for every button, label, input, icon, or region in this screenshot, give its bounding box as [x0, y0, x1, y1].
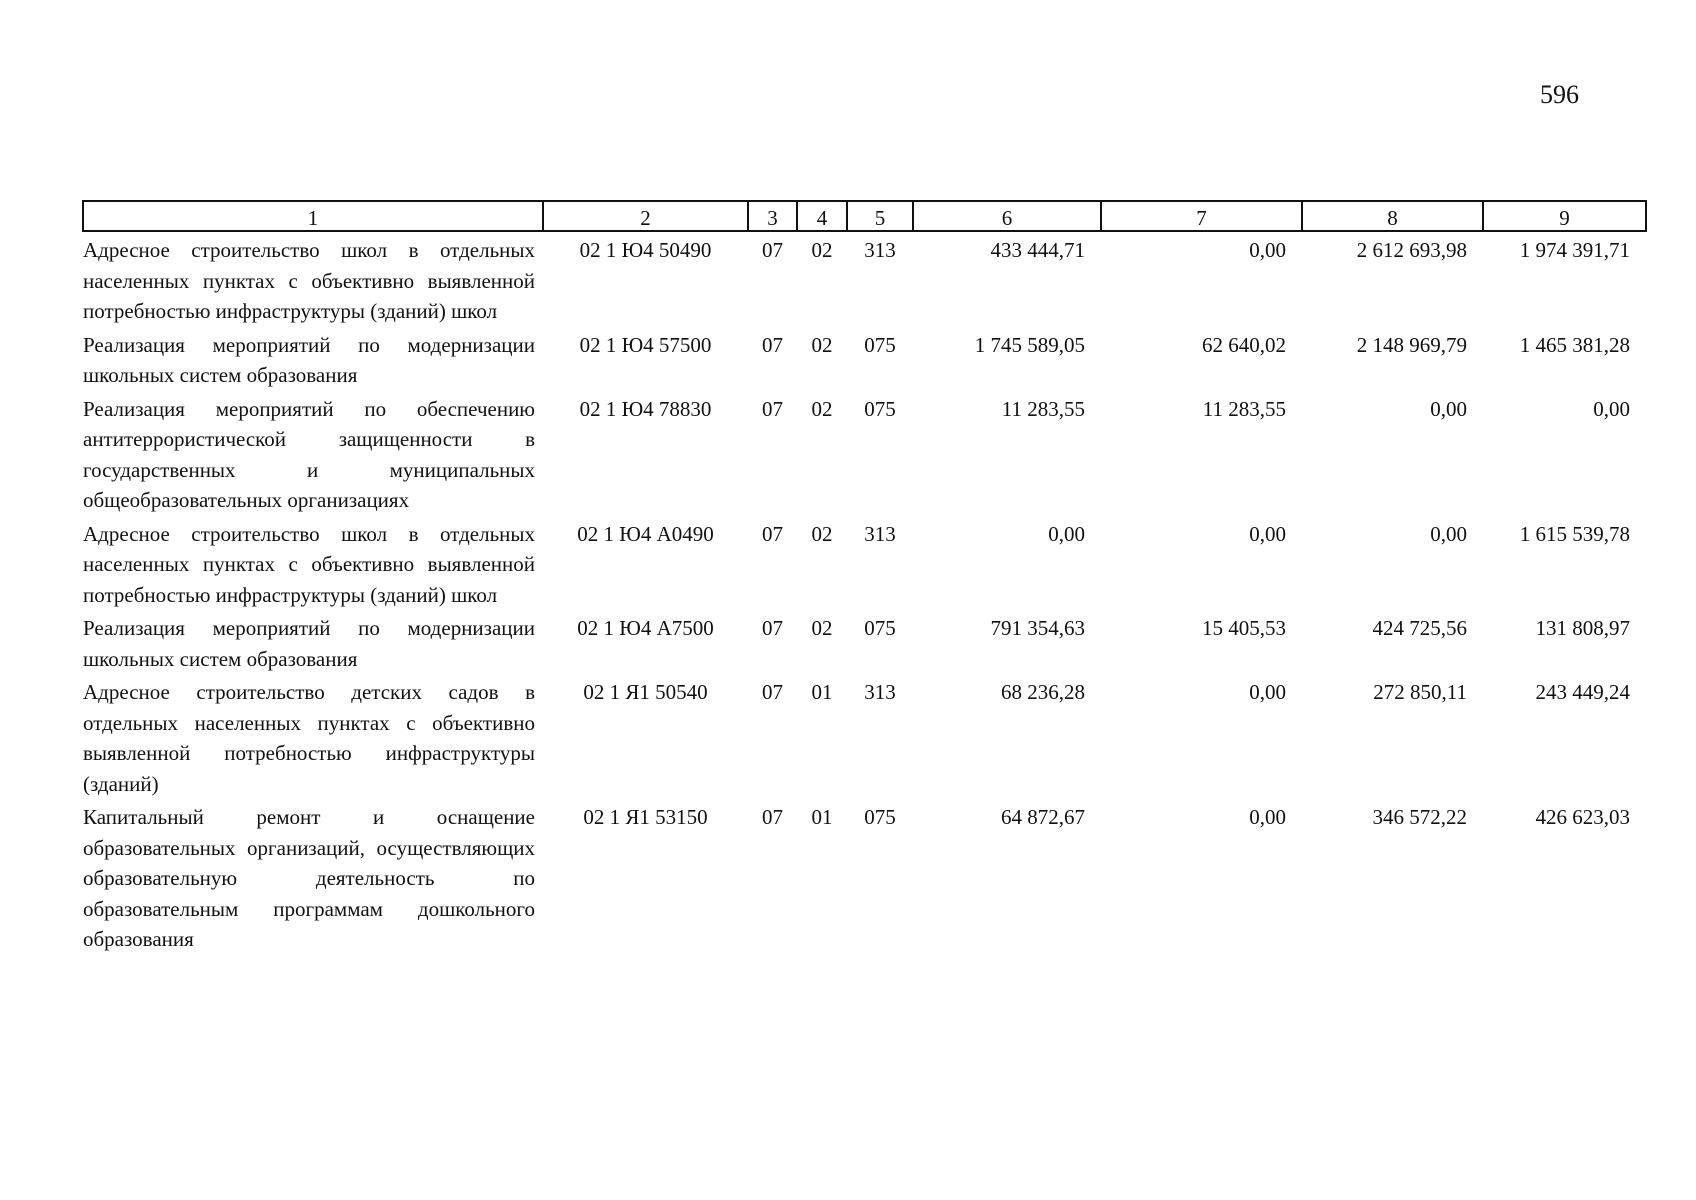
row-col-6: 0,00 [1048, 521, 1085, 546]
row-code: 02 1 Ю4 78830 [579, 396, 712, 421]
header-col-4: 4 [797, 201, 847, 231]
row-col-9: 0,00 [1593, 396, 1630, 421]
row-name: Реализация мероприятий по модернизации школьных систем образования [83, 332, 535, 387]
row-col-8: 2 612 693,98 [1356, 238, 1467, 262]
table-row [83, 610, 1646, 674]
table-body [83, 231, 1646, 955]
row-name: Реализация мероприятий по модернизации школьных систем образования [83, 616, 535, 671]
row-name: Адресное строительство школ в отдельных населенных пунктах с объективно выявленной потребностью инфраструктуры (зданий) школ [83, 521, 535, 607]
row-col-7: 15 405,53 [1202, 616, 1286, 640]
row-col-9: 1 615 539,78 [1519, 521, 1630, 546]
row-col-4: 02 [811, 238, 833, 262]
row-name: Адресное строительство школ в отдельных населенных пунктах с объективно выявленной потребностью инфраструктуры (зданий) школ [83, 238, 535, 323]
row-col-6: 1 745 589,05 [974, 332, 1085, 357]
row-name: Адресное строительство детских садов в отдельных населенных пунктах с объективно выявленной потребностью инфраструктуры (зданий) [83, 680, 535, 796]
row-code: 02 1 Ю4 А0490 [577, 521, 714, 546]
header-col-5: 5 [847, 201, 913, 231]
row-col-7: 11 283,55 [1202, 396, 1286, 421]
row-col-3: 07 [762, 332, 783, 357]
row-col-7: 0,00 [1249, 238, 1286, 262]
row-col-4: 02 [811, 521, 833, 546]
table-row [83, 231, 1646, 327]
row-code: 02 1 Я1 53150 [583, 805, 708, 829]
row-col-9: 1 974 391,71 [1519, 238, 1630, 262]
row-col-9: 131 808,97 [1535, 616, 1630, 640]
row-col-9: 1 465 381,28 [1519, 332, 1630, 357]
row-col-3: 07 [762, 616, 783, 640]
table-row [83, 674, 1646, 799]
row-col-3: 07 [762, 521, 783, 546]
row-col-9: 426 623,03 [1535, 805, 1630, 829]
row-col-3: 07 [762, 805, 783, 829]
row-name: Реализация мероприятий по обеспечению антитеррористической защищенности в государственных и муниципальных общеобразовательных организациях [83, 396, 535, 512]
header-col-6: 6 [913, 201, 1101, 231]
row-col-3: 07 [762, 238, 783, 262]
page-number: 596 [1540, 80, 1579, 109]
row-col-3: 07 [762, 396, 783, 421]
row-col-4: 01 [811, 680, 833, 704]
row-col-5: 313 [864, 238, 896, 262]
header-col-8: 8 [1302, 201, 1483, 231]
row-col-5: 075 [864, 805, 896, 829]
row-col-9: 243 449,24 [1535, 680, 1630, 704]
row-col-4: 01 [811, 805, 833, 829]
table-row [83, 327, 1646, 391]
budget-table [82, 200, 1647, 955]
row-name: Капитальный ремонт и оснащение образовательных организаций, осуществляющих образовательную деятельность по образовательным программам дошкольного образования [83, 805, 535, 951]
row-col-4: 02 [811, 332, 833, 357]
row-col-5: 313 [864, 521, 896, 546]
row-col-4: 02 [811, 616, 833, 640]
header-col-3: 3 [748, 201, 797, 231]
table-header [83, 201, 1646, 231]
row-col-8: 346 572,22 [1372, 805, 1467, 829]
row-col-6: 68 236,28 [1001, 680, 1085, 704]
row-col-5: 313 [864, 680, 896, 704]
table-row [83, 391, 1646, 516]
header-col-9: 9 [1483, 201, 1646, 231]
row-col-7: 0,00 [1249, 805, 1286, 829]
row-col-6: 433 444,71 [990, 238, 1085, 262]
row-col-8: 272 850,11 [1373, 680, 1467, 704]
header-col-7: 7 [1101, 201, 1302, 231]
row-code: 02 1 Ю4 57500 [579, 332, 712, 357]
table-row [83, 516, 1646, 611]
row-col-8: 0,00 [1430, 396, 1467, 421]
row-col-5: 075 [864, 396, 896, 421]
row-col-6: 11 283,55 [1001, 396, 1085, 421]
row-col-7: 62 640,02 [1202, 332, 1286, 357]
table-row [83, 799, 1646, 955]
row-col-8: 2 148 969,79 [1356, 332, 1467, 357]
row-col-7: 0,00 [1249, 680, 1286, 704]
row-code: 02 1 Я1 50540 [583, 680, 708, 704]
row-code: 02 1 Ю4 50490 [579, 238, 712, 262]
row-col-6: 791 354,63 [990, 616, 1085, 640]
row-col-4: 02 [811, 396, 833, 421]
row-code: 02 1 Ю4 А7500 [577, 616, 714, 640]
row-col-8: 424 725,56 [1372, 616, 1467, 640]
row-col-7: 0,00 [1249, 521, 1286, 546]
row-col-3: 07 [762, 680, 783, 704]
row-col-5: 075 [864, 616, 896, 640]
header-row [83, 201, 1646, 231]
header-col-2: 2 [543, 201, 748, 231]
row-col-5: 075 [864, 332, 896, 357]
row-col-8: 0,00 [1430, 521, 1467, 546]
row-col-6: 64 872,67 [1001, 805, 1085, 829]
header-col-1: 1 [83, 201, 543, 231]
